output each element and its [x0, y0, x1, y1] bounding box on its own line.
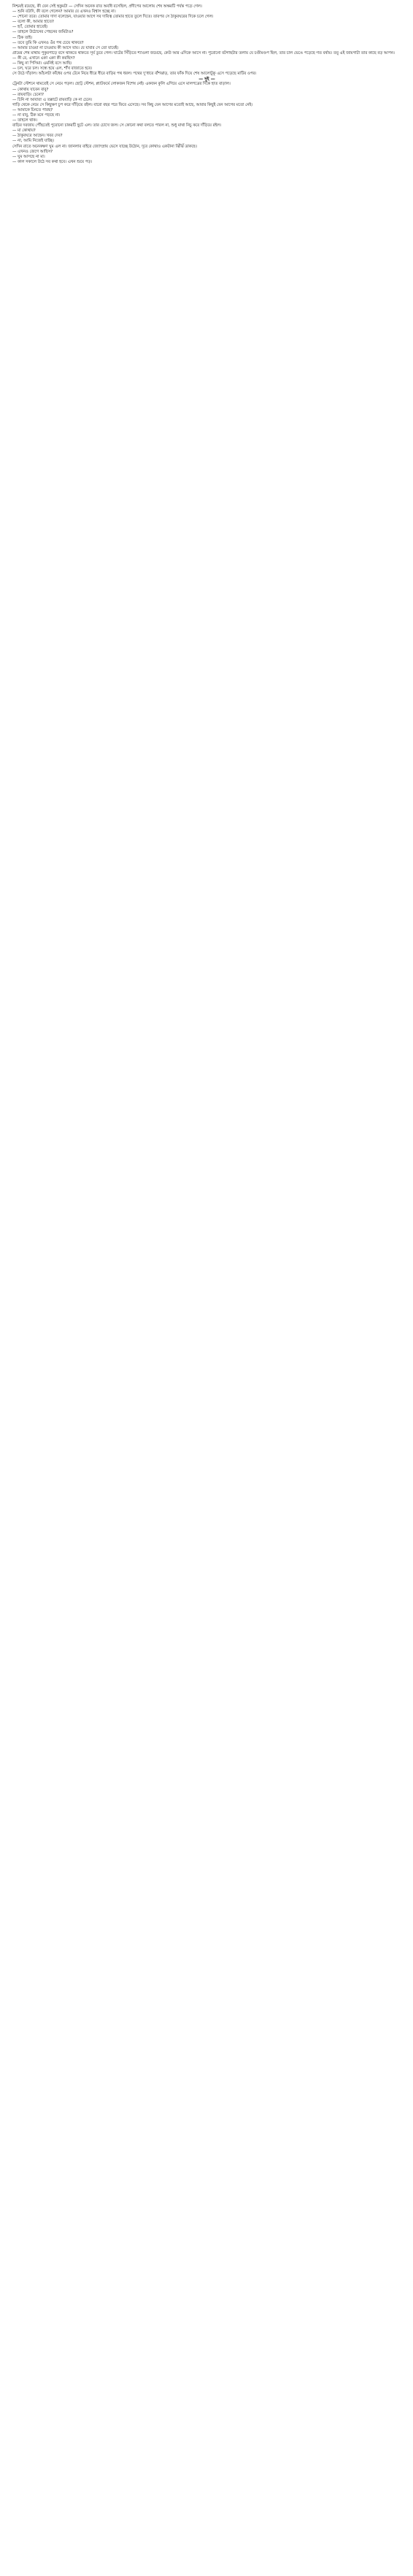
- story-paragraph: — আমার চাওয়া না চাওয়ায় কী আসে যায়। যে যাবার সে তো যাবেই।: [12, 45, 119, 50]
- story-paragraph: — মা কোথায়?: [12, 129, 36, 134]
- story-paragraph: সে উঠে দাঁড়াল। আঁচলটা কাঁধের ওপর টেনে নিয়ে ধীরে ধীরে বাড়ির পথ ধরল। পথের দু’ধারে বাঁশঝাড়, তার ফাঁক দিয়ে শেষ আলোটুকু এসে পড়েছে মাটির ওপর।: [12, 72, 257, 77]
- story-paragraph: — তাহলে থাক।: [12, 118, 37, 123]
- story-paragraph: — হ্যাঁ, তোমার হাতেই।: [12, 25, 48, 30]
- story-paragraph: — রায়বাড়ি। চেনো?: [12, 92, 44, 97]
- story-paragraph: — ঘুম আসছে না মা।: [12, 154, 45, 159]
- story-paragraph: নিশ্চয়ই রয়েছে, কী যেন সেই হুকুমটা — সেদিন অনেক রাত অবধি বসেছিল, প্রদীপের আলোয় শেষ অক্ষরটি পর্যন্ত পড়ে গেল।: [12, 4, 202, 9]
- story-paragraph: — না, আমি নিজেই যাচ্ছি।: [12, 139, 54, 144]
- story-paragraph: — তবে তুমি কি এখনও ওঁর পথ চেয়ে থাকবে?: [12, 40, 84, 45]
- story-paragraph: — তাহলে উঠোনের পেছনের জমিটাও?: [12, 30, 74, 35]
- story-paragraph: — কোথায় যাবেন বাবু?: [12, 87, 49, 92]
- story-paragraph: গাড়ি থেকে নেমে সে কিছুক্ষণ চুপ করে দাঁড়িয়ে রইল। বারো বছর পরে ফিরে এসেছে। সব কিছু যেন আগের মতোই আছে, আবার কিছুই যেন আগের মতো নেই।: [12, 102, 253, 107]
- story-paragraph: — ঠিক তাই।: [12, 35, 33, 40]
- story-paragraph: — ঠাকুরঘরে আছেন। খবর দেব?: [12, 134, 63, 139]
- story-paragraph: — না বাবু, ঠিক মনে পড়ছে না।: [12, 112, 61, 118]
- story-paragraph: সেদিন রাতে অনেকক্ষণ ঘুম এল না। জানলার বাইরে জ্যোৎস্নায় ভেসে যাচ্ছে উঠোন, দূরে কোথাও একটানা ঝিঁঝিঁ ডাকছে।: [12, 144, 197, 149]
- story-paragraph: — চল, ঘরে চল। সন্ধে হয়ে এল, শাঁখ বাজাতে হবে।: [12, 66, 93, 72]
- story-paragraph: — কী রে, এখানে একা একা কী করছিস?: [12, 55, 75, 61]
- story-paragraph: বাড়ির দরজায় পৌঁছতেই পুরোনো চাকরটি ছুটে এল। তার চোখে জল। সে কোনো কথা বলতে পারল না, শুধু মাথা নিচু করে দাঁড়িয়ে রইল।: [12, 123, 222, 129]
- story-paragraph: — শুনি বউদি, কী বলে গেলেন? আমার যে এখনও বিশ্বাস হচ্ছে না।: [12, 9, 116, 15]
- story-paragraph: গ্রামের শেষ মাথায় পুকুরপাড়ে বসে থাকতে থাকতে সূর্য ডুবে গেল। ঘাটের সিঁড়িতে শ্যাওলা জমেছে, কেউ আর এদিকে আসে না। পুরোনো বটগাছটার তলায় যে চণ্ডীমণ্ডপ ছিল, তার চাল ভেঙে পড়েছে গত বর্ষায়। তবু এই জায়গাটা তার কাছে বড় আপন।: [12, 50, 395, 55]
- story-paragraph: — শোনো তবে। তোমার দাদা বলেছেন, যাওয়ার আগে সব দায়িত্ব তোমার হাতে তুলে দিতে। তারপর সে ঠাকুরঘরের দিকে চলে গেল।: [12, 15, 214, 20]
- story-paragraph: — চিনি না আবার! এ তল্লাটে রায়বাড়ি কে না চেনে।: [12, 97, 93, 102]
- chapter-heading: — দুই —: [198, 77, 215, 83]
- story-paragraph: — কাল সকালে উঠে সব কথা হবে। এখন শুয়ে পড়।: [12, 159, 93, 164]
- story-paragraph: — আমাকে চিনতে পারছ?: [12, 107, 53, 112]
- story-paragraph: — এখনও জেগে আছিস?: [12, 149, 53, 154]
- story-paragraph: — বলো কী, আমার হাতে?: [12, 20, 54, 25]
- story-paragraph: — কিছু না পিসিমা। এমনিই বসে আছি।: [12, 61, 72, 66]
- story-paragraph: ট্রেনটা স্টেশনে থামতেই সে নেমে পড়ল। ছোট্ট স্টেশন, প্ল্যাটফর্মে লোকজন বিশেষ নেই। একজন কুলি এগিয়ে এসে মালপত্রের দিকে হাত বাড়াল।: [12, 82, 231, 87]
